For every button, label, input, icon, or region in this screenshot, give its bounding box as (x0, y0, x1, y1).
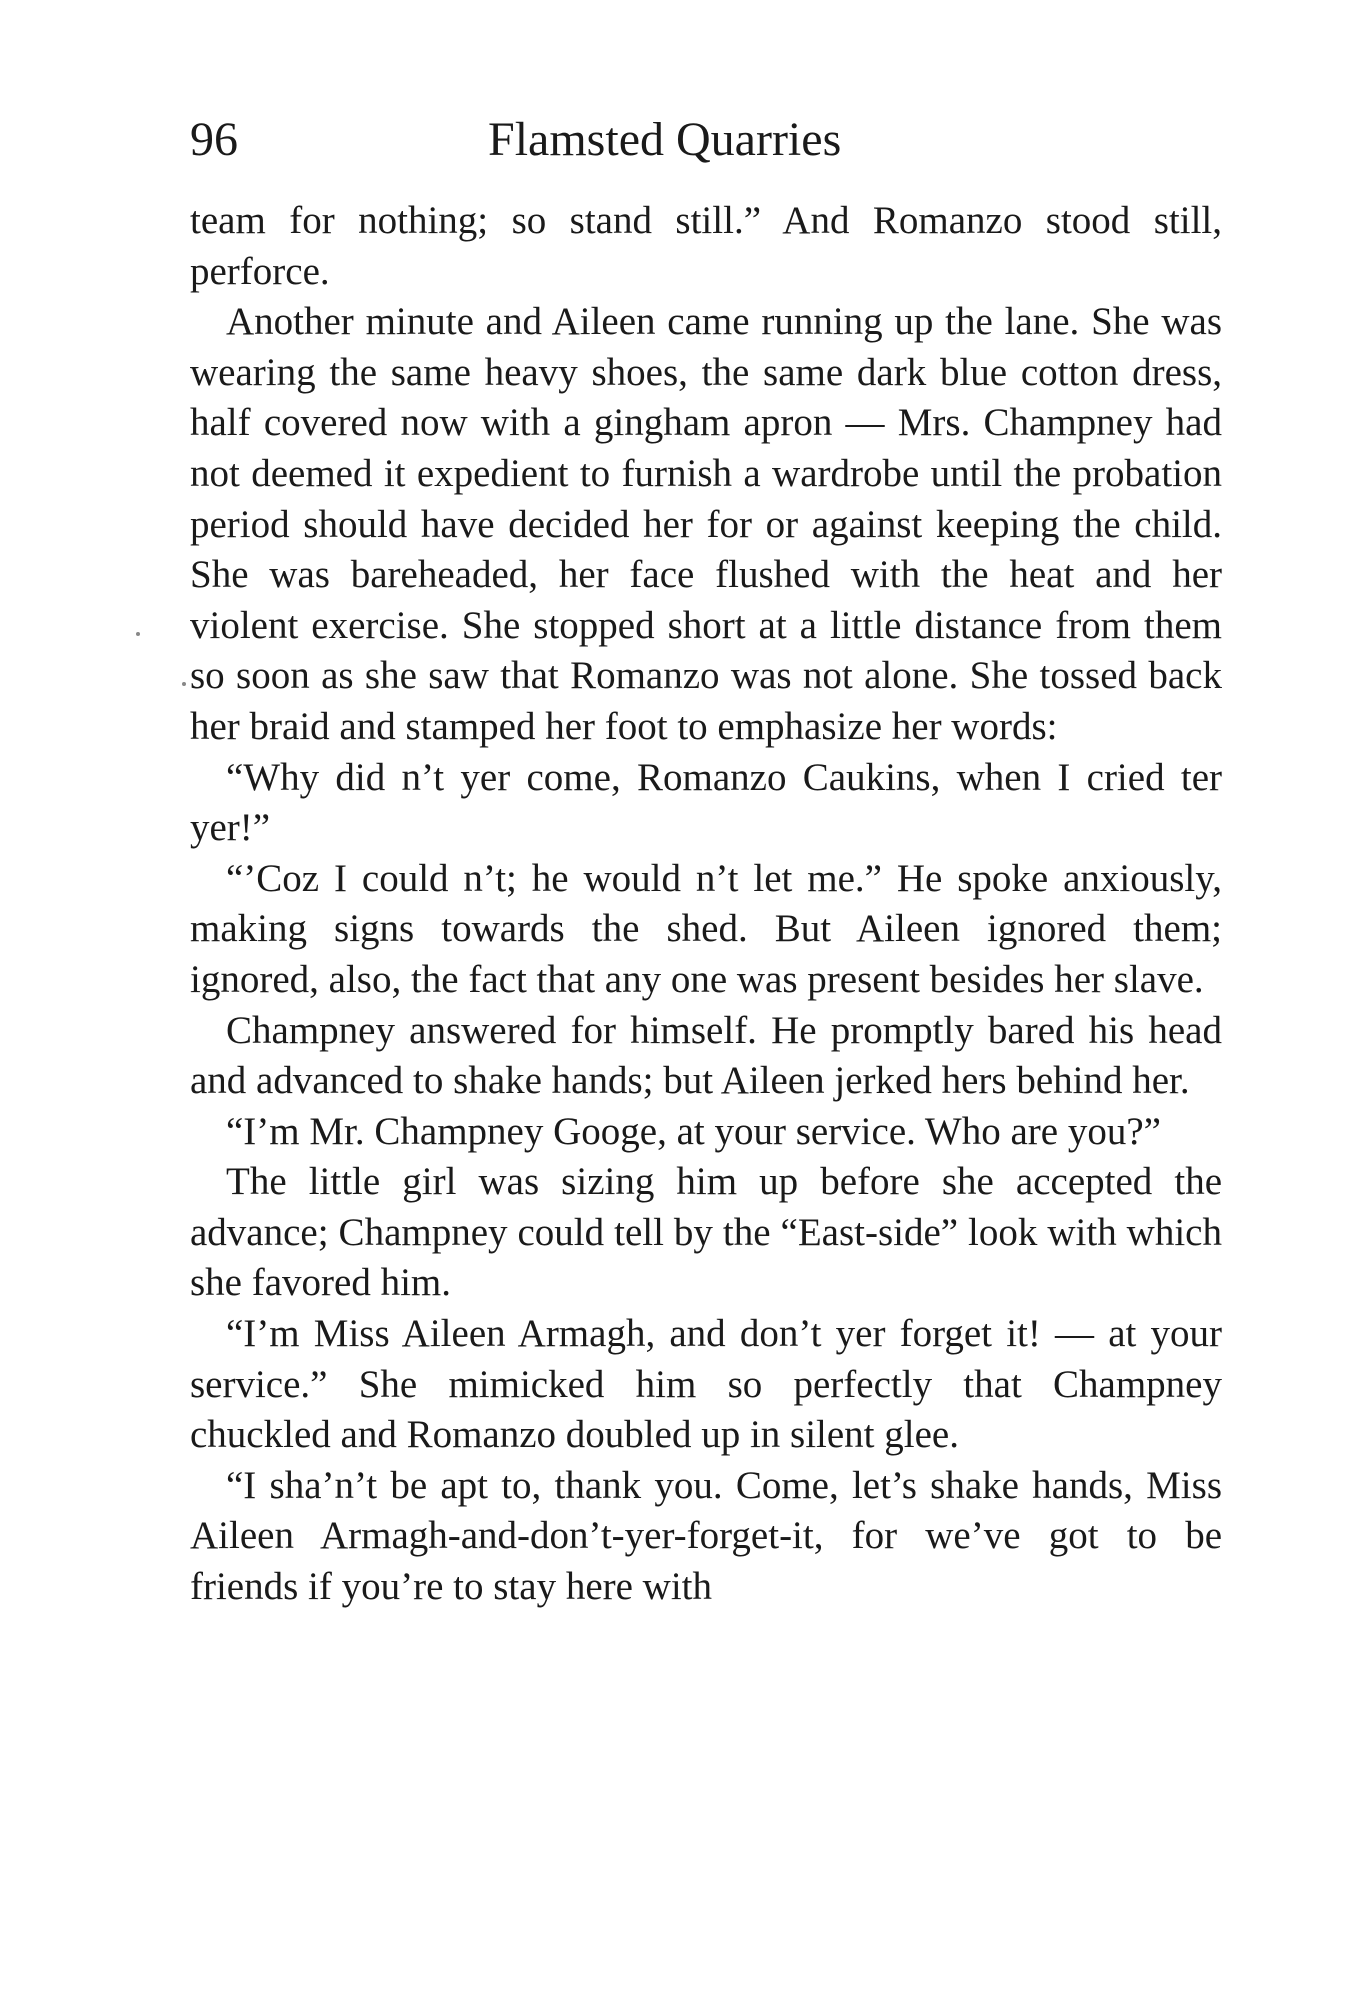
page-number: 96 (190, 113, 238, 166)
paragraph: team for nothing; so stand still.” And Romanzo stood still, perforce. (190, 199, 1222, 293)
scan-speck (136, 632, 140, 636)
body-text (190, 196, 1222, 1613)
paragraph: Champney answered for himself. He promptly bared his head and advanced to shake hands; but Aileen jerked hers behind her. (190, 1008, 1222, 1103)
paragraph: Another minute and Aileen came running up the lane. She was wearing the same heavy shoes, the same dark blue cotton dress, half covered now with a gingham apron — Mrs. Champney had not deemed it expedient to furnish a wardrobe until the probation period should have decided her for or against keeping the child. She was bareheaded, her face flushed with the heat and her violent exercise. She stopped short at a little distance from them so soon as she saw that Romanzo was not alone. She tossed back her braid and stamped her foot to emphasize her words: (190, 300, 1222, 748)
paragraph: “I’m Miss Aileen Armagh, and don’t yer forget it! — at your service.” She mimicked him so perfectly that Champney chuckled and Romanzo doubled up in silent glee. (190, 1312, 1222, 1457)
running-title: Flamsted Quarries (488, 113, 842, 166)
paragraph: “I’m Mr. Champney Googe, at your service. Who are you?” (226, 1109, 1161, 1153)
paragraph: “’Coz I could n’t; he would n’t let me.” He spoke anxiously, making signs towards the shed. But Aileen ignored them; ignored, also, the fact that any one was present besides her slave. (190, 856, 1222, 1001)
paragraph: “Why did n’t yer come, Romanzo Caukins, when I cried ter yer!” (190, 755, 1222, 850)
page-header (190, 108, 1220, 172)
paragraph: “I sha’n’t be apt to, thank you. Come, let’s shake hands, Miss Aileen Armagh-and-don’t-yer-forget-it, for we’ve got to be friends if you’re to stay here with (190, 1463, 1222, 1609)
scan-speck (182, 682, 186, 686)
paragraph: The little girl was sizing him up before she accepted the advance; Champney could tell by the “East-side” look with which she favored him. (190, 1160, 1222, 1305)
